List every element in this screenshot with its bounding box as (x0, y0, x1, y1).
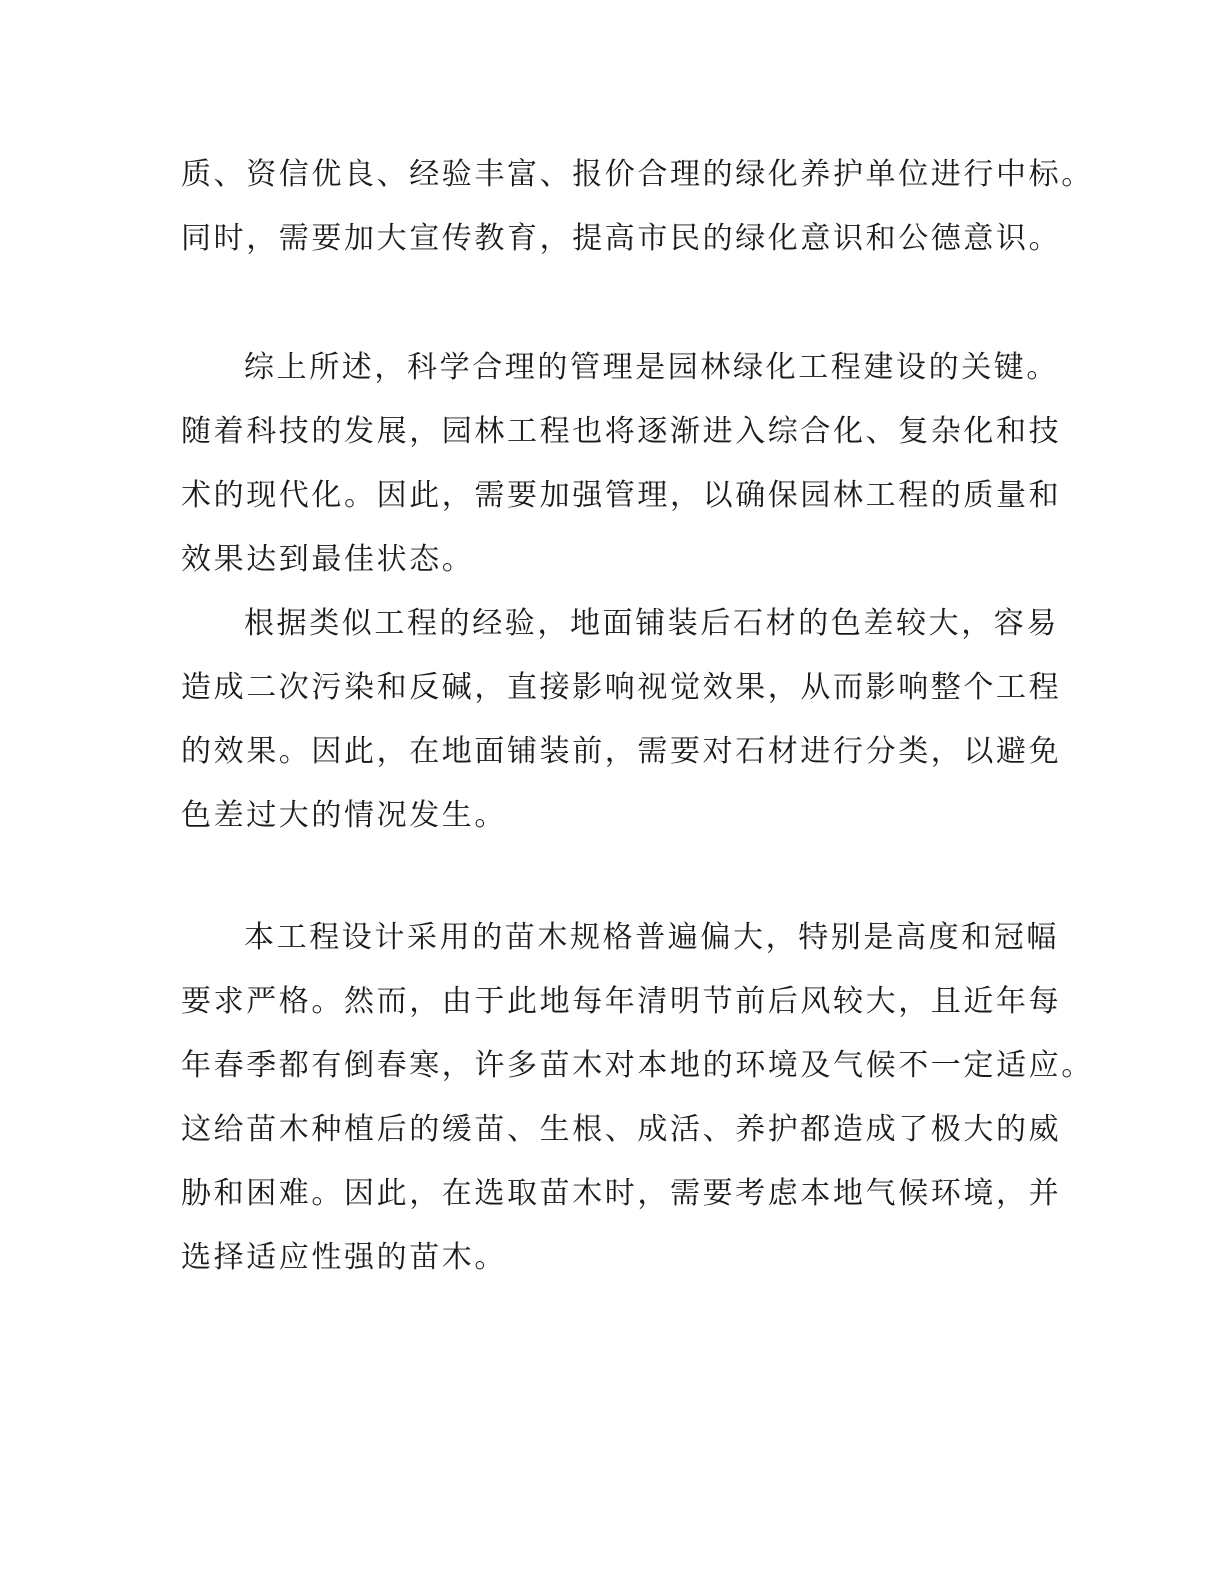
text-line: 效果达到最佳状态。 (181, 542, 475, 577)
paragraph-summary (181, 336, 1062, 592)
text-line: 这给苗木种植后的缓苗、生根、成活、养护都造成了极大的威 (181, 1112, 1062, 1147)
paragraph-paving (181, 592, 1062, 848)
text-line: 造成二次污染和反碱，直接影响视觉效果，从而影响整个工程 (181, 670, 1062, 705)
text-line: 要求严格。然而，由于此地每年清明节前后风较大，且近年每 (181, 984, 1062, 1019)
text-line: 年春季都有倒春寒，许多苗木对本地的环境及气候不一定适应。 (181, 1048, 1094, 1083)
text-line: 随着科技的发展，园林工程也将逐渐进入综合化、复杂化和技 (181, 414, 1062, 449)
text-line: 同时，需要加大宣传教育，提高市民的绿化意识和公德意识。 (181, 221, 1062, 256)
text-line: 质、资信优良、经验丰富、报价合理的绿化养护单位进行中标。 (181, 157, 1094, 192)
text-line: 胁和困难。因此，在选取苗木时，需要考虑本地气候环境，并 (181, 1176, 1062, 1211)
paragraph-continuation (181, 143, 1094, 271)
text-line-first: 本工程设计采用的苗木规格普遍偏大，特别是高度和冠幅 (244, 920, 1059, 955)
text-line-first: 综上所述，科学合理的管理是园林绿化工程建设的关键。 (244, 350, 1059, 385)
text-line: 色差过大的情况发生。 (181, 798, 507, 833)
text-line: 选择适应性强的苗木。 (181, 1240, 507, 1275)
text-line: 的效果。因此，在地面铺装前，需要对石材进行分类，以避免 (181, 734, 1062, 769)
text-line-first: 根据类似工程的经验，地面铺装后石材的色差较大，容易 (244, 606, 1059, 641)
paragraph-seedlings (181, 906, 1094, 1290)
text-line: 术的现代化。因此，需要加强管理，以确保园林工程的质量和 (181, 478, 1062, 513)
